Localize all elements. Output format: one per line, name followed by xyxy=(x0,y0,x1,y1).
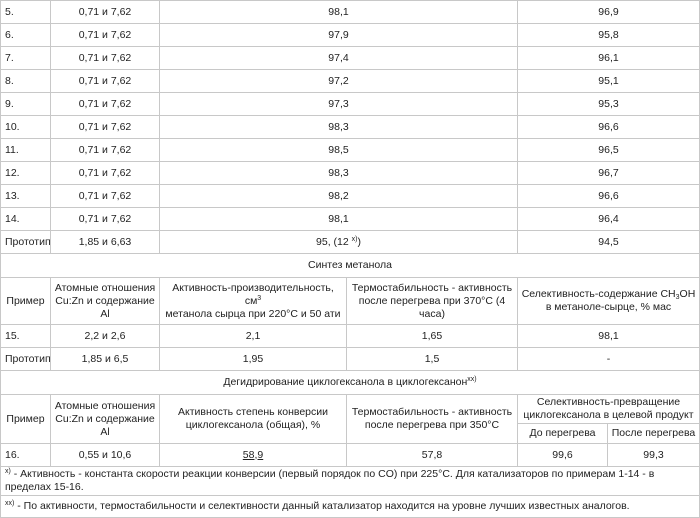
table-cell xyxy=(51,185,160,208)
footnote-mark: x) xyxy=(351,235,358,243)
table-row xyxy=(1,208,700,231)
selectivity-value: 96,5 xyxy=(598,143,619,156)
table-cell xyxy=(1,93,51,116)
footnote xyxy=(1,467,700,496)
table-cell xyxy=(51,116,160,139)
atomic-ratio: 0,71 и 7,62 xyxy=(78,189,132,202)
table-cell xyxy=(160,325,347,348)
table-cell xyxy=(518,93,700,116)
table-cell xyxy=(347,444,518,467)
table-cell xyxy=(51,231,160,254)
activity-value: 98,3 xyxy=(328,166,349,179)
before-value: 99,6 xyxy=(552,448,573,461)
thermo-value: 1,5 xyxy=(424,352,440,365)
column-header-selectivity-cont: OH в метаноле-сырце, % мас xyxy=(545,288,696,313)
example-number: 9. xyxy=(5,97,14,110)
table-cell xyxy=(1,325,51,348)
table-cell xyxy=(51,278,160,325)
atomic-ratio: 0,71 и 7,62 xyxy=(78,74,132,87)
column-header-activity-cont: метанола сырца при 220°C и 50 ати xyxy=(165,307,341,320)
table-cell xyxy=(51,395,160,444)
table-cell xyxy=(1,395,51,444)
table-cell xyxy=(1,185,51,208)
table-row xyxy=(1,116,700,139)
table-cell xyxy=(1,162,51,185)
section-title: Синтез метанола xyxy=(308,259,392,271)
selectivity-value: 96,9 xyxy=(598,5,619,18)
table-cell xyxy=(518,139,700,162)
activity-value: 97,3 xyxy=(328,97,349,110)
table-cell xyxy=(1,278,51,325)
table-cell xyxy=(1,47,51,70)
table-cell xyxy=(518,47,700,70)
table-cell xyxy=(347,348,518,371)
selectivity-value: 98,1 xyxy=(598,329,619,342)
table-row xyxy=(1,24,700,47)
subscript: 3 xyxy=(675,294,680,301)
prototype-label: Прототип xyxy=(5,235,51,248)
superscript: 3 xyxy=(257,294,262,302)
example-number: 13. xyxy=(5,189,20,202)
atomic-ratio: 0,71 и 7,62 xyxy=(78,97,132,110)
table-cell xyxy=(518,424,608,444)
table-cell xyxy=(518,444,608,467)
section-header xyxy=(1,254,700,278)
column-header-selectivity: Селективность-превращение циклогексанола в целевой продукт xyxy=(523,396,694,421)
atomic-ratio: 0,55 и 10,6 xyxy=(78,448,132,461)
example-number: 10. xyxy=(5,120,20,133)
table-cell xyxy=(51,444,160,467)
table-cell xyxy=(51,70,160,93)
header-row xyxy=(1,395,700,424)
column-header-selectivity: Селективность-содержание CH xyxy=(521,288,676,300)
table-cell xyxy=(51,348,160,371)
table-cell xyxy=(51,47,160,70)
footnote-mark: xx) xyxy=(467,376,477,383)
atomic-ratio: 0,71 и 7,62 xyxy=(78,5,132,18)
activity-value: 98,2 xyxy=(328,189,349,202)
example-number: Прототип xyxy=(5,352,51,365)
table-cell xyxy=(1,1,51,24)
column-header-example: Пример xyxy=(6,412,45,425)
table-row xyxy=(1,139,700,162)
example-number: 8. xyxy=(5,74,14,87)
table-cell xyxy=(51,1,160,24)
table-cell xyxy=(1,24,51,47)
atomic-ratio: 0,71 и 7,62 xyxy=(78,143,132,156)
table-cell xyxy=(347,278,518,325)
table-row xyxy=(1,93,700,116)
section-header xyxy=(1,371,700,395)
table-cell xyxy=(160,348,347,371)
footnote-mark: x) xyxy=(5,468,11,475)
example-number: 11. xyxy=(5,143,19,156)
atomic-ratio: 0,71 и 7,62 xyxy=(78,120,132,133)
selectivity-value: 96,1 xyxy=(598,51,619,64)
table-cell xyxy=(160,93,518,116)
table-cell xyxy=(518,208,700,231)
column-header-after: После перегрева xyxy=(611,427,696,439)
atomic-ratio: 1,85 и 6,63 xyxy=(78,235,132,248)
table-cell xyxy=(518,278,700,325)
activity-value: 2,1 xyxy=(245,329,261,342)
thermo-value: 1,65 xyxy=(421,329,443,342)
activity-value-tail: ) xyxy=(357,235,361,248)
table-cell xyxy=(51,24,160,47)
footnote-text: - Активность - константа скорости реакции конверсии (первый порядок по CO) при 225°C. Для катализаторов по примерам 1-14 - в пределах 15-16. xyxy=(5,468,655,493)
activity-value: 98,5 xyxy=(328,143,349,156)
table-cell xyxy=(518,348,700,371)
table-cell xyxy=(347,395,518,444)
table-cell xyxy=(518,1,700,24)
table-row xyxy=(1,348,700,371)
thermo-value: 57,8 xyxy=(421,448,443,461)
example-number: 12. xyxy=(5,166,20,179)
table-row xyxy=(1,444,700,467)
table-cell xyxy=(160,208,518,231)
column-header-thermo: Термостабильность - активность после перегрева при 370°C (4 часа) xyxy=(351,281,513,320)
example-number: 6. xyxy=(5,28,14,41)
activity-value: 95, (12 xyxy=(316,235,352,248)
table-cell xyxy=(51,162,160,185)
table-row xyxy=(1,185,700,208)
table-cell xyxy=(160,278,347,325)
table-cell xyxy=(51,139,160,162)
section-title: Дегидрирование циклогексанола в циклогексанон xyxy=(223,376,468,388)
table-cell xyxy=(1,348,51,371)
section-row xyxy=(1,254,700,278)
footnote-row xyxy=(1,496,700,518)
footnote-mark: xx) xyxy=(5,500,15,507)
table-cell xyxy=(51,93,160,116)
table-cell xyxy=(518,116,700,139)
activity-value: 97,4 xyxy=(328,51,349,64)
column-header-activity: Активность-производительность, см xyxy=(172,281,334,307)
footnote-text: - По активности, термостабильности и селективности данный катализатор находится на уровне лучших известных аналогов. xyxy=(14,500,630,512)
column-header-example: Пример xyxy=(6,294,45,307)
activity-value: 1,95 xyxy=(242,352,264,365)
prototype-row xyxy=(1,231,700,254)
activity-value: 97,2 xyxy=(328,74,349,87)
column-header-thermo: Термостабильность - активность после перегрева при 350°C xyxy=(351,406,513,431)
activity-value: 58,9 xyxy=(242,448,264,461)
table-cell xyxy=(160,24,518,47)
atomic-ratio: 0,71 и 7,62 xyxy=(78,212,132,225)
after-value: 99,3 xyxy=(643,448,664,461)
table-cell xyxy=(1,116,51,139)
table-cell xyxy=(518,185,700,208)
table-cell xyxy=(160,231,518,254)
table-cell xyxy=(347,325,518,348)
table-cell xyxy=(160,1,518,24)
example-number: 7. xyxy=(5,51,14,64)
table-cell xyxy=(160,116,518,139)
table-cell xyxy=(518,24,700,47)
table-cell xyxy=(1,208,51,231)
table-cell xyxy=(518,395,700,424)
atomic-ratio: 1,85 и 6,5 xyxy=(81,352,129,365)
table-row xyxy=(1,70,700,93)
atomic-ratio: 0,71 и 7,62 xyxy=(78,51,132,64)
table-cell xyxy=(160,444,347,467)
activity-value: 97,9 xyxy=(328,28,349,41)
table-cell xyxy=(51,325,160,348)
selectivity-value: 95,8 xyxy=(598,28,619,41)
table-cell xyxy=(518,325,700,348)
table-cell xyxy=(518,70,700,93)
selectivity-value: 96,6 xyxy=(598,189,619,202)
footnote-row xyxy=(1,467,700,496)
column-header-ratio: Атомные отношения Cu:Zn и содержание Al xyxy=(54,281,156,320)
table-cell xyxy=(518,162,700,185)
footnote xyxy=(1,496,700,518)
table-cell xyxy=(51,208,160,231)
table-cell xyxy=(1,70,51,93)
header-row xyxy=(1,278,700,325)
table-cell xyxy=(1,444,51,467)
selectivity-value: - xyxy=(606,352,611,365)
table-row xyxy=(1,162,700,185)
column-header-ratio: Атомные отношения Cu:Zn и содержание Al xyxy=(54,399,156,438)
selectivity-value: 95,1 xyxy=(598,74,619,87)
activity-value: 98,3 xyxy=(328,120,349,133)
activity-value: 98,1 xyxy=(328,5,349,18)
atomic-ratio: 2,2 и 2,6 xyxy=(84,329,126,342)
example-number: 14. xyxy=(5,212,20,225)
table-cell xyxy=(518,231,700,254)
table-cell xyxy=(160,185,518,208)
selectivity-value: 96,4 xyxy=(598,212,619,225)
activity-value: 98,1 xyxy=(328,212,349,225)
selectivity-value: 95,3 xyxy=(598,97,619,110)
table-cell xyxy=(1,139,51,162)
selectivity-value: 96,6 xyxy=(598,120,619,133)
column-header-before: До перегрева xyxy=(529,427,596,439)
table-row xyxy=(1,47,700,70)
example-number: 15. xyxy=(5,329,20,342)
atomic-ratio: 0,71 и 7,62 xyxy=(78,166,132,179)
section-row xyxy=(1,371,700,395)
table-cell xyxy=(608,424,700,444)
table-row xyxy=(1,325,700,348)
selectivity-value: 96,7 xyxy=(598,166,619,179)
table-cell xyxy=(160,139,518,162)
example-number: 5. xyxy=(5,5,14,18)
table-row xyxy=(1,1,700,24)
table-cell xyxy=(160,47,518,70)
table-cell xyxy=(160,162,518,185)
table-cell xyxy=(160,395,347,444)
selectivity-value: 94,5 xyxy=(598,235,619,248)
table-cell xyxy=(608,444,700,467)
column-header-activity: Активность степень конверсии циклогексанола (общая), % xyxy=(177,406,328,431)
table-cell xyxy=(160,70,518,93)
atomic-ratio: 0,71 и 7,62 xyxy=(78,28,132,41)
example-number: 16. xyxy=(5,448,20,461)
table-cell xyxy=(1,231,51,254)
